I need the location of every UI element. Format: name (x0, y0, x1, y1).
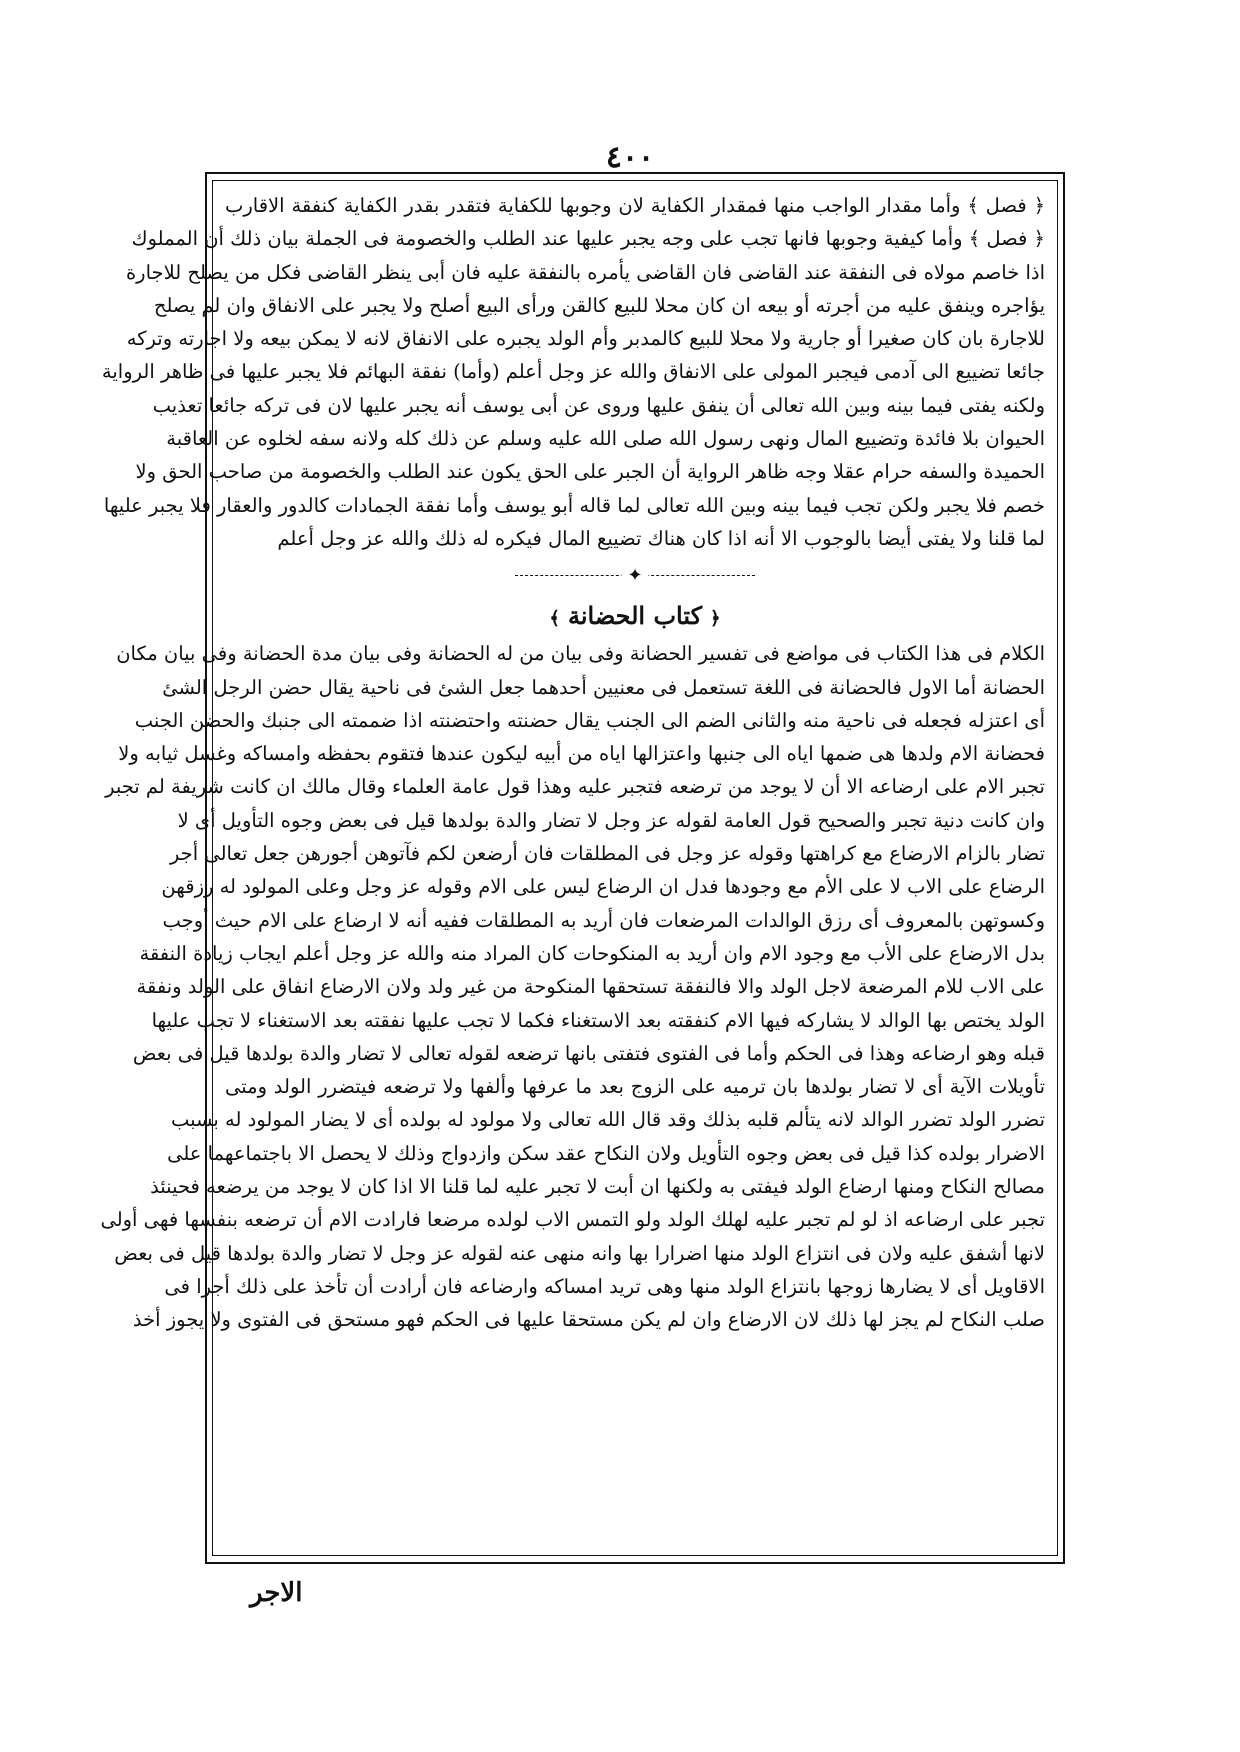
catchword: الاجر (250, 1578, 303, 1608)
text-line: تجبر الام على ارضاعه الا أن لا يوجد من ترضعه فتجبر عليه وهذا قول عامة العلماء وقال مالك ان كانت شريفة لم تجبر (105, 775, 1045, 799)
text-line: الحيوان بلا فائدة وتضييع المال ونهى رسول الله صلى الله عليه وسلم عن ذلك كله ولانه سفه لخلوه عن العاقبة (166, 427, 1045, 451)
heading-ornament-right: ﴿ (710, 608, 721, 630)
page-border-inner (100, 180, 1058, 1556)
chapter-heading (225, 595, 1045, 637)
text-line: لانها أشفق عليه ولان فى انتزاع الولد منها اضرارا بها وانه منهى عنه لقوله عز وجل لا تضار والدة بولدها قيل فى بعض (114, 1241, 1045, 1265)
text-line: وكسوتهن بالمعروف أى رزق الوالدات المرضعات فان أريد به المطلقات ففيه أنه لا ارضاع على الام حيث أوجب (162, 908, 1045, 932)
section-hadana-text (100, 637, 1045, 1336)
text-line: تضار بالزام الارضاع مع كراهتها وقوله عز وجل فى المطلقات فان أرضعن لكم فآتوهن أجورهن جعل تعالى أجر (169, 842, 1045, 866)
section-divider (225, 555, 1045, 595)
heading-ornament-left: ﴾ (549, 608, 560, 630)
text-line: خصم فلا يجبر ولكن تجب فيما بينه وبين الله تعالى لما قاله أبو يوسف وأما نفقة الجمادات كالدور والعقار فلا يجبر عليها (103, 493, 1045, 517)
text-line: فحضانة الام ولدها هى ضمها اياه الى جنبها واعتزالها اياه من أبيه ليكون عندها فتقوم بحفظه وامساكه وغسل ثيابه ولا (118, 742, 1045, 766)
text-line: الرضاع على الاب لا على الأم مع وجودها فدل ان الرضاع ليس على الام وقوله عز وجل وعلى المولود له رزقهن (161, 875, 1045, 899)
text-line: للاجارة بان كان صغيرا أو جارية ولا محلا للبيع كالمدبر وأم الولد يجبره على الانفاق لانه لا يمكن بيعه ولا اجارته وتركه (126, 327, 1045, 351)
page-number: ٤٠٠ (605, 140, 655, 175)
text-line: على الاب للام المرضعة لاجل الولد والا فالنفقة تستحقها المنكوحة من غير ولد ولان الارضاع انفاق على الولد ونفقة (136, 975, 1045, 999)
text-line: الحميدة والسفه حرام عقلا وجه ظاهر الرواية أن الجبر على الحق يكون عند الطلب والخصومة من صاحب الحق ولا (135, 460, 1045, 484)
text-line: الاضرار بولده كذا قيل فى بعض وجوه التأويل ولان النكاح عقد سكن وازدواج وذلك لا يحصل الا باجتماعهما على (167, 1141, 1045, 1165)
text-line: ولكنه يفتى فيما بينه وبين الله تعالى أن ينفق عليها وروى عن أبى يوسف أنه يجبر عليها لان فى تركه جائعا تعذيب (152, 393, 1045, 417)
text-line: الحضانة أما الاول فالحضانة فى اللغة تستعمل فى معنيين أحدهما جعل الشئ فى ناحية يقال حضن الرجل الشئ (162, 675, 1045, 699)
text-line: مصالح النكاح ومنها ارضاع الولد فيفتى به ولكنها ان أبت لا تجبر عليه لما قلنا الا اذا كان لا يوجد من يرضعه فحينئذ (150, 1175, 1045, 1199)
text-line: أى اعتزله فجعله فى ناحية منه والثانى الضم الى الجنب يقال حضنته واحتضنته اذا ضممته الى جنبك والحضن الجنب (134, 708, 1045, 732)
text-line: لما قلنا ولا يفتى أيضا بالوجوب الا أنه اذا كان هناك تضييع المال فيكره له ذلك والله عز وجل أعلم (277, 526, 1045, 550)
text-line: يؤاجره وينفق عليه من أجرته أو بيعه ان كان محلا للبيع كالقن ورأى البيع أصلح ولا يجبر على الانفاق وان لم يصلح (153, 293, 1045, 317)
text-line: الكلام فى هذا الكتاب فى مواضع فى تفسير الحضانة وفى بيان من له الحضانة وفى بيان مدة الحضانة وفى بيان مكان (116, 642, 1045, 666)
text-line: صلب النكاح لم يجز لها ذلك لان الارضاع وان لم يكن مستحقا عليها فى الحكم فهو مستحق فى الفتوى ولا يجوز أخذ (132, 1308, 1045, 1332)
divider-ornament: ✦ (621, 565, 648, 586)
text-line: ﴿ فصل ﴾ وأما مقدار الواجب منها فمقدار الكفاية لان وجوبها للكفاية فتقدر بقدر الكفاية كنفقة الاقارب (225, 194, 1045, 217)
text-line: تضرر الولد تضرر الوالد لانه يتألم قلبه بذلك وقد قال الله تعالى ولا مولود له بولده أى لا يضار المولود له بسبب (170, 1108, 1045, 1132)
chapter-title: كتاب الحضانة (567, 601, 703, 631)
text-line: جائعا تضييع الى آدمى فيجبر المولى على الانفاق والله عز وجل أعلم (وأما) نفقة البهائم فلا يجبر عليها فى ظاهر الرواية (101, 360, 1045, 384)
section-nafaqa-text (101, 189, 1045, 555)
text-line: الولد يختص بها الوالد لا يشاركه فيها الام كنفقته بعد الاستغناء فكما لا تجب عليها نفقته بعد الاستغناء لا تجب عليها (151, 1008, 1045, 1032)
text-line: بدل الارضاع على الأب مع وجود الام وان أريد به المنكوحات كان المراد منه والله عز وجل أعلم ايجاب زيادة النفقة (139, 941, 1045, 965)
text-line: قبله وهو ارضاعه وهذا فى الحكم وأما فى الفتوى فتفتى بانها ترضعه لقوله تعالى لا تضار والدة بولدها قيل فى بعض (132, 1041, 1045, 1065)
text-line: تأويلات الآية أى لا تضار بولدها بان ترميه على الزوج بعد ما عرفها وألفها ولا ترضعه فيتضرر الولد ومتى (225, 1075, 1045, 1099)
text-line: ﴿ فصل ﴾ وأما كيفية وجوبها فانها تجب على وجه يجبر عليها عند الطلب والخصومة فى الجملة بيان ذلك أن المملوك (131, 227, 1045, 251)
text-line: وان كانت دنية تجبر والصحيح قول العامة لقوله عز وجل لا تضار والدة بولدها قيل فى بعض وجوه التأويل أى لا (177, 808, 1045, 832)
text-line: تجبر على ارضاعه اذ لو لم تجبر عليه لهلك الولد ولو التمس الاب لولده مرضعا فارادت الام أن ترضعه بنفسها فهى أولى (100, 1208, 1045, 1232)
text-line: الاقاويل أى لا يضارها زوجها بانتزاع الولد منها وهى تريد امساكه وارضاعه فان أرادت أن تأخذ على ذلك أجرا فى (164, 1274, 1045, 1298)
text-line: اذا خاصم مولاه فى النفقة عند القاضى فان القاضى يأمره بالنفقة عليه فان أبى ينظر القاضى فكل من يصلح للاجارة (125, 260, 1045, 284)
